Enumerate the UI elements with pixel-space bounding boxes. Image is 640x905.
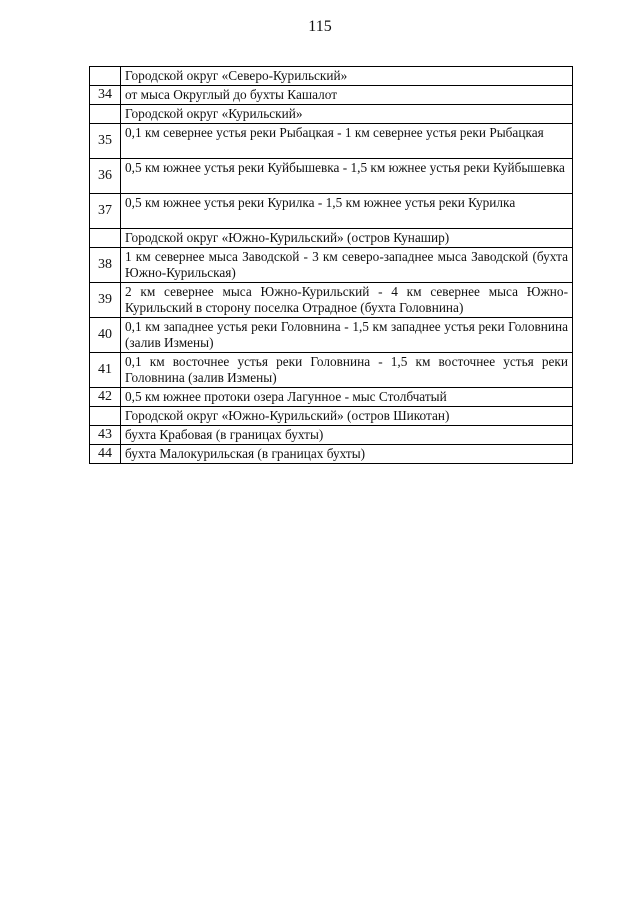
row-number-cell: 40: [90, 318, 121, 353]
row-number-cell: 39: [90, 283, 121, 318]
description-cell: 0,5 км южнее протоки озера Лагунное - мыс Столбчатый: [121, 388, 573, 407]
table-row: [90, 194, 573, 229]
table-row: [90, 248, 573, 283]
table-row: [90, 86, 573, 105]
description-cell: 0,1 км западнее устья реки Головнина - 1,5 км западнее устья реки Головнина (залив Измены): [121, 318, 573, 353]
row-number-cell: [90, 105, 121, 124]
table-row: [90, 353, 573, 388]
description-cell: 1 км севернее мыса Заводской - 3 км северо-западнее мыса Заводской (бухта Южно-Курильская): [121, 248, 573, 283]
table-row: [90, 105, 573, 124]
section-heading-cell: Городской округ «Южно-Курильский» (остров Шикотан): [121, 407, 573, 426]
row-number-cell: 42: [90, 388, 121, 407]
table-row: [90, 67, 573, 86]
description-cell: от мыса Округлый до бухты Кашалот: [121, 86, 573, 105]
row-number-cell: [90, 229, 121, 248]
table-row: [90, 407, 573, 426]
table-row: [90, 124, 573, 159]
table-row: [90, 426, 573, 445]
zones-table: [89, 66, 573, 464]
table-row: [90, 445, 573, 464]
description-cell: 0,5 км южнее устья реки Курилка - 1,5 км южнее устья реки Курилка: [121, 194, 573, 229]
description-cell: 2 км севернее мыса Южно-Курильский - 4 км севернее мыса Южно-Курильский в сторону поселка Отрадное (бухта Головнина): [121, 283, 573, 318]
description-cell: бухта Малокурильская (в границах бухты): [121, 445, 573, 464]
table-row: [90, 283, 573, 318]
table-row: [90, 318, 573, 353]
row-number-cell: 38: [90, 248, 121, 283]
section-heading-cell: Городской округ «Курильский»: [121, 105, 573, 124]
table-row: [90, 229, 573, 248]
page-number: 115: [308, 18, 332, 35]
row-number-cell: [90, 67, 121, 86]
description-cell: 0,1 км восточнее устья реки Головнина - 1,5 км восточнее устья реки Головнина (залив Измены): [121, 353, 573, 388]
section-heading-cell: Городской округ «Северо-Курильский»: [121, 67, 573, 86]
row-number-cell: 35: [90, 124, 121, 159]
row-number-cell: 36: [90, 159, 121, 194]
row-number-cell: 43: [90, 426, 121, 445]
description-cell: 0,5 км южнее устья реки Куйбышевка - 1,5 км южнее устья реки Куйбышевка: [121, 159, 573, 194]
row-number-cell: 34: [90, 86, 121, 105]
row-number-cell: [90, 407, 121, 426]
row-number-cell: 44: [90, 445, 121, 464]
table-row: [90, 388, 573, 407]
row-number-cell: 41: [90, 353, 121, 388]
table-row: [90, 159, 573, 194]
description-cell: бухта Крабовая (в границах бухты): [121, 426, 573, 445]
section-heading-cell: Городской округ «Южно-Курильский» (остров Кунашир): [121, 229, 573, 248]
description-cell: 0,1 км севернее устья реки Рыбацкая - 1 км севернее устья реки Рыбацкая: [121, 124, 573, 159]
row-number-cell: 37: [90, 194, 121, 229]
